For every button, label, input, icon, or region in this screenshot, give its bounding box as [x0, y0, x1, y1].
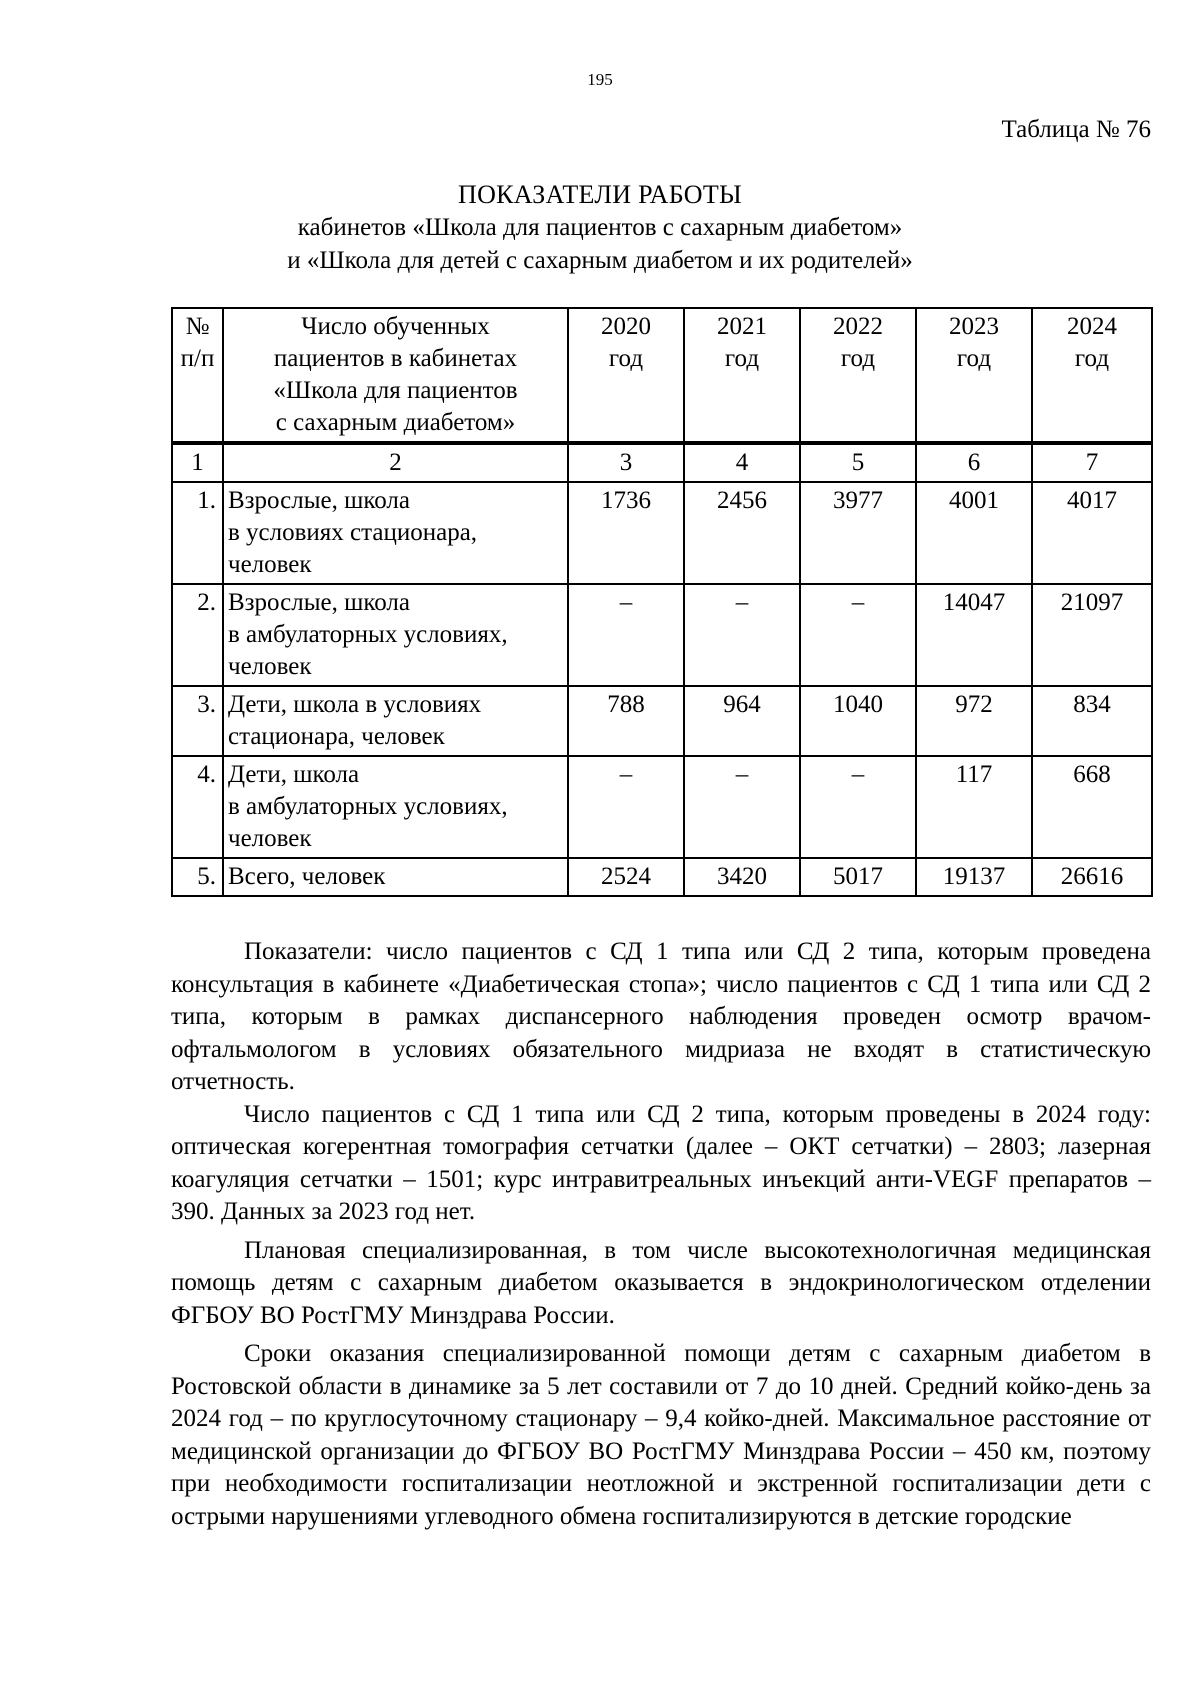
row-value: 834 [1032, 686, 1152, 756]
header-description-line: Число обученных [301, 313, 490, 340]
paragraph: Плановая специализированная, в том числе высокотехнологичная медицинская помощь детям с сахарным диабетом оказывается в эндокринологическом отделении ФГБОУ ВО РостГМУ Минздрава России. [171, 1236, 1151, 1329]
header-year: 2023 [949, 313, 999, 340]
header-year: 2020 [601, 313, 651, 340]
header-year-unit: год [724, 345, 760, 372]
row-label-line: Всего, человек [228, 863, 386, 890]
table-label: Таблица № 76 [1001, 116, 1151, 143]
row-value: 26616 [1032, 858, 1152, 896]
row-index: 1. [172, 482, 223, 584]
row-value: 5017 [800, 858, 916, 896]
row-value: 1040 [800, 686, 916, 756]
header-year-unit: год [840, 345, 876, 372]
row-value: 117 [916, 756, 1032, 858]
table-row [172, 756, 1152, 858]
row-value: – [800, 756, 916, 858]
header-description [223, 308, 568, 443]
heading-subtitle-2: и «Школа для детей с сахарным диабетом и их родителей» [287, 247, 913, 274]
row-index: 3. [172, 686, 223, 756]
header-year-unit: год [608, 345, 644, 372]
table-row [172, 686, 1152, 756]
row-value: 4017 [1032, 482, 1152, 584]
row-label-line: Дети, школа [228, 761, 360, 788]
row-value: – [568, 756, 684, 858]
heading-title: ПОКАЗАТЕЛИ РАБОТЫ [458, 180, 742, 209]
row-label-line: человек [228, 653, 312, 680]
header-number [172, 308, 223, 443]
column-number: 7 [1032, 443, 1152, 482]
row-label-line: Дети, школа в условиях [228, 691, 482, 718]
row-value: 3420 [684, 858, 800, 896]
row-value: 972 [916, 686, 1032, 756]
row-value: 2524 [568, 858, 684, 896]
page-number: 195 [587, 70, 613, 89]
indicators-table [171, 307, 1153, 897]
column-number: 2 [223, 443, 568, 482]
row-value: 3977 [800, 482, 916, 584]
table-row [172, 584, 1152, 686]
row-label [223, 686, 568, 756]
header-description-line: пациентов в кабинетах [273, 345, 518, 372]
column-number: 6 [916, 443, 1032, 482]
column-number: 1 [172, 443, 223, 482]
row-value: 964 [684, 686, 800, 756]
row-value: 1736 [568, 482, 684, 584]
header-year-2023 [916, 308, 1032, 443]
row-label [223, 584, 568, 686]
header-number-line: п/п [180, 345, 215, 372]
row-value: 2456 [684, 482, 800, 584]
row-index: 4. [172, 756, 223, 858]
row-label-line: в условиях стационара, [228, 519, 478, 546]
row-label-line: человек [228, 551, 312, 578]
header-year-2021 [684, 308, 800, 443]
column-number: 5 [800, 443, 916, 482]
column-number: 3 [568, 443, 684, 482]
row-label-line: человек [228, 825, 312, 852]
row-value: 668 [1032, 756, 1152, 858]
row-label [223, 756, 568, 858]
table-header-row [172, 308, 1152, 443]
row-label [223, 858, 568, 896]
paragraph: Сроки оказания специализированной помощи детям с сахарным диабетом в Ростовской области в динамике за 5 лет составили от 7 до 10 дней. Средний койко-день за 2024 год – по круглосуточному стационару – 9,4 койко-дней. Максимальное расстояние от медицинской организации до ФГБОУ ВО РостГМУ Минздрава России – 450 км, поэтому при необходимости госпитализации неотложной и экстренной госпитализации дети с острыми нарушениями углеводного обмена госпитализируются в детские городские [171, 1340, 1151, 1530]
row-value: – [800, 584, 916, 686]
header-year-2024 [1032, 308, 1152, 443]
table-row [172, 482, 1152, 584]
header-year: 2022 [833, 313, 883, 340]
row-index: 2. [172, 584, 223, 686]
header-year: 2024 [1067, 313, 1117, 340]
row-label-line: Взрослые, школа [228, 589, 411, 616]
table-heading [0, 178, 1200, 277]
row-value: 14047 [916, 584, 1032, 686]
header-year: 2021 [717, 313, 767, 340]
row-value: 19137 [916, 858, 1032, 896]
column-number: 4 [684, 443, 800, 482]
paragraph: Показатели: число пациентов с СД 1 типа или СД 2 типа, которым проведена консультация в кабинете «Диабетическая стопа»; число пациентов с СД 1 типа или СД 2 типа, которым в рамках диспансерного наблюдения проведен осмотр врачом-офтальмологом в условиях обязательного мидриаза не входят в статистическую отчетность. [171, 938, 1151, 1095]
row-label-line: стационара, человек [228, 723, 445, 750]
column-number-row [172, 443, 1152, 482]
row-label-line: в амбулаторных условиях, [228, 793, 508, 820]
row-label-line: Взрослые, школа [228, 487, 411, 514]
row-value: 21097 [1032, 584, 1152, 686]
row-label-line: в амбулаторных условиях, [228, 621, 508, 648]
header-description-line: с сахарным диабетом» [275, 409, 516, 436]
row-label [223, 482, 568, 584]
row-index: 5. [172, 858, 223, 896]
row-value: 4001 [916, 482, 1032, 584]
row-value: – [684, 756, 800, 858]
table-row-total [172, 858, 1152, 896]
row-value: 788 [568, 686, 684, 756]
header-year-2020 [568, 308, 684, 443]
paragraph: Число пациентов с СД 1 типа или СД 2 типа, которым проведены в 2024 году: оптическая когерентная томография сетчатки (далее – ОКТ сетчатки) – 2803; лазерная коагуляция сетчатки – 1501; курс интравитреальных инъекций анти-VEGF препаратов – 390. Данных за 2023 год нет. [171, 1100, 1151, 1225]
body-text [171, 936, 1151, 1533]
heading-subtitle-1: кабинетов «Школа для пациентов с сахарным диабетом» [297, 214, 903, 241]
header-description-line: «Школа для пациентов [273, 377, 518, 404]
header-year-unit: год [1074, 345, 1110, 372]
header-year-unit: год [956, 345, 992, 372]
header-year-2022 [800, 308, 916, 443]
row-value: – [684, 584, 800, 686]
header-number-line: № [185, 313, 210, 340]
row-value: – [568, 584, 684, 686]
